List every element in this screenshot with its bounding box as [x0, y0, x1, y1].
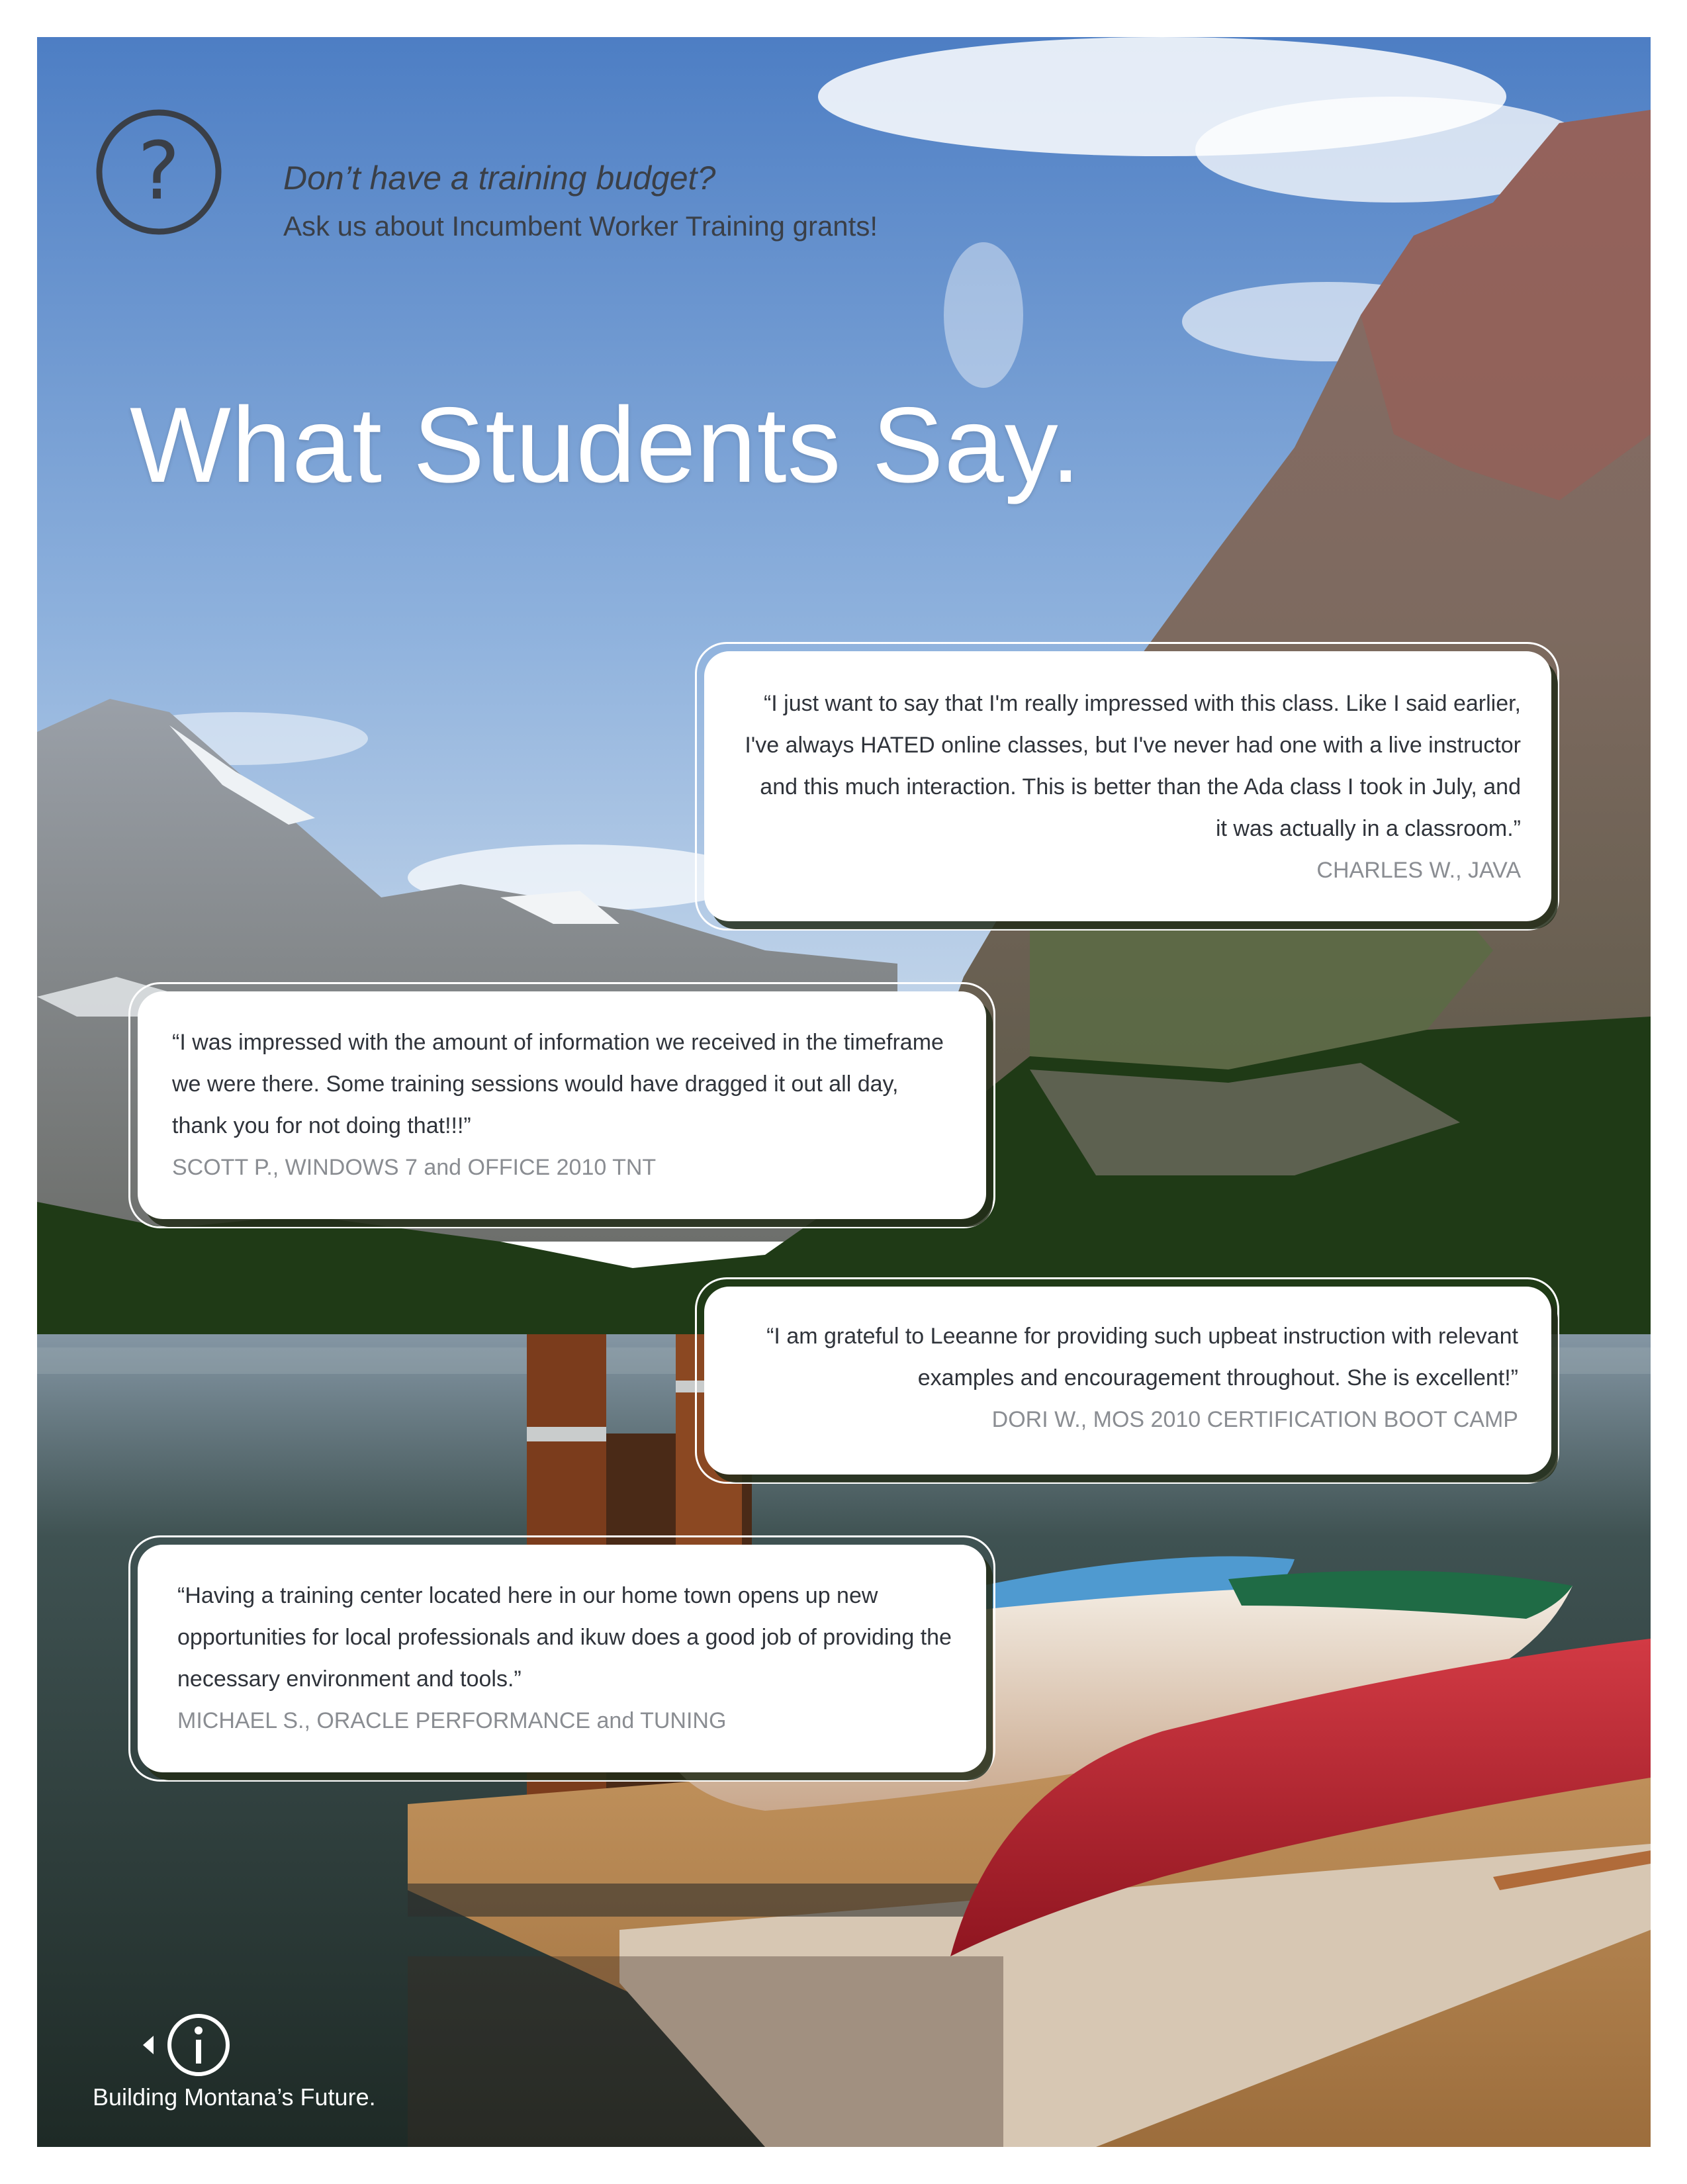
testimonial-card-3: [704, 1287, 1551, 1475]
testimonial-author: CHARLES W., JAVA: [1316, 858, 1521, 883]
testimonial-author: SCOTT P., WINDOWS 7 and OFFICE 2010 TNT: [172, 1155, 657, 1180]
testimonial-author: DORI W., MOS 2010 CERTIFICATION BOOT CAMP: [991, 1407, 1518, 1432]
testimonial-quote: “Having a training center located here in our home town opens up new opportunities for local professionals and ikuw does a good job of providing the necessary environment and tools.”: [177, 1583, 952, 1692]
testimonial-card-2: [138, 991, 986, 1219]
info-circle-logo-icon: [138, 2012, 237, 2078]
testimonial-quote: “I am grateful to Leeanne for providing such upbeat instruction with relevant examples and encouragement throughout. She is excellent!”: [766, 1324, 1518, 1390]
testimonial-quote: “I just want to say that I'm really impressed with this class. Like I said earlier, I've always HATED online classes, but I've never had one with a live instructor and this much interaction. This is better than the Ada class I took in July, and it was actually in a classroom.”: [745, 691, 1521, 841]
testimonial-card-4: [138, 1545, 986, 1772]
testimonial-quote: “I was impressed with the amount of information we received in the timeframe we were there. Some training sessions would have dragged it out all day, thank you for not doing that!!!”: [172, 1030, 944, 1138]
question-circle-icon: [93, 106, 225, 238]
svg-text:?: ?: [138, 126, 180, 218]
testimonial-card-1: [704, 651, 1551, 921]
footer-tagline: Building Montana’s Future.: [93, 2083, 376, 2111]
budget-question-heading: Don’t have a training budget?: [283, 159, 716, 197]
page-title: What Students Say.: [130, 385, 1081, 505]
grants-subtitle: Ask us about Incumbent Worker Training grants!: [283, 210, 878, 242]
testimonial-author: MICHAEL S., ORACLE PERFORMANCE and TUNING: [177, 1708, 727, 1733]
